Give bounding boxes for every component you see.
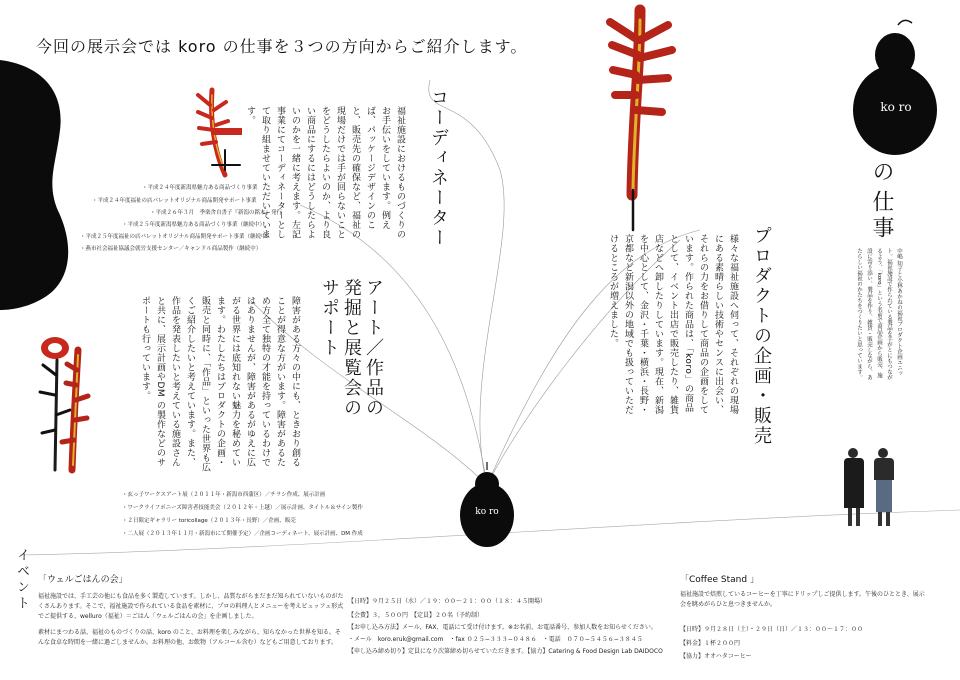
- art-project-item: ・２日限定ギャラリー toricollage（２０１３年・長野）／企画、販売: [122, 518, 296, 524]
- person-figure: [848, 448, 858, 458]
- art-project-item: ・二人展（２０１３年１１月・新潟市にて開催予定）／企画コーディネート、展示計画、DM 作成: [122, 531, 363, 537]
- brand-title-no: の: [869, 160, 894, 182]
- person-figure: [878, 448, 888, 458]
- event-left-body1: 福祉施設では、手工芸の他にも食品を多く製造しています。しかし、品質ながらまだまだ知られていないものがたくさんあります。そこで、福祉施設で作られている食品を素材に、プロの料理人とメニューを考えビュッフェ形式でご提供する、welluro（福祉）＝ごはん「ウェルごはんの会」を企画しました。: [38, 593, 344, 620]
- event-right-title: 「Coffee Stand 」: [680, 575, 759, 585]
- coordinator-heading: コーディネーター: [428, 88, 449, 248]
- event-left-body2: 素材にまつわる話、福祉のものづくりの話、koro のこと、お料理を楽しみながら、知らなかった世界を知る。そんな食卓な時間を一緒に過ごしませんか。お料理の他、お飲物（アルコール含む）などもご用意しております。: [38, 629, 341, 646]
- product-heading: プロダクトの企画・販売: [751, 226, 772, 446]
- coordinator-project-item: ・平成２５年度福祉の店パレットオリジナル商品開発サポート事業（継続中）: [80, 234, 273, 240]
- event-left-info-item: 【日時】９月２５日（水）／１９：００〜２１：００（１８：４５開場）: [348, 598, 547, 605]
- art-body: 障害がある方々の中にも、ときおり創ることが得意な方がいます。障害があるため方全て独特の才能を持っているわけではありませんが、障害があるがゆえに広がる世界には底知れない魅力を秘めています。わたしたちはプロダクトの企画・販売と同時に、「作品」といった世界も広くご紹介したいと考えています。また、作品を発表したいと考えている施設さんと共に、展示計画やDM の製作などのサポートも行っています。: [140, 296, 300, 472]
- art-heading: アート／作品の発掘と展覧会のサポート: [319, 278, 384, 418]
- about-body: 中嶋 知子と小林あかねの福祉プロダクト企画ユニット。福祉施設で作られている製品を手がとにもつながるよう、「koro」という名前で商品企画から販売、施設に寄り添い、製品を作り、雑貨・販売しながら、あたらしい福祉のかたちをつくりたいと思っています。: [856, 248, 902, 380]
- intro-heading: 今回の展示会では koro の仕事を３つの方向からご紹介します。: [36, 37, 528, 56]
- event-left-info-item: ・メール koro.eruk@gmail.com ・fax ０２５−３３３−０４８６ ・電話 ０７０−５４５６−３８４５: [348, 636, 643, 643]
- coordinator-body: 福祉施設におけるものづくりのお手伝いをしています。例えば、パッケージデザインのこと、販売先の確保など、福祉の現場だけでは手が回らないことをどうしたらよいのか、より良い商品にするにはどうしたらよいのかを一緒に考えます。左記事業にてコーディネーターとして取り組ませていただいています。: [245, 106, 405, 239]
- coordinator-project-item: ・燕市社会福祉協議会就労支援センター／キャンドル商品製作（継続中）: [80, 246, 262, 252]
- art-project-item: ・ワークライフポニーズ障害者技能美会（２０１２年・上越）／展示計画、タイトル＆サイン製作: [122, 505, 363, 511]
- red-plant-illustration: [198, 90, 242, 175]
- brand-logo-text: ko ro: [880, 100, 912, 114]
- center-gourd-logo: [460, 462, 514, 547]
- center-logo-text: ko ro: [475, 507, 499, 517]
- event-left-info-item: 【お申し込み方法】メール、FAX、電話にて受け付けます。※お名前、お電話番号、参加人数をお知らせください。: [348, 624, 657, 631]
- event-label: イベント: [14, 548, 29, 612]
- person-figure: [844, 458, 864, 508]
- coordinator-project-item: ・平成２４年度新潟県魅力ある商品づくり事業: [142, 185, 258, 191]
- event-left-info-item: 【申し込み締め切り】定員になり次第締め切らせていただきます。【協力】Catering & Food Design Lab DAIDOCO: [348, 648, 663, 655]
- art-project-item: ・玄っ子ワークスアート展（２０１１年・新潟市西蒲区）／チラシ作成、展示計画: [122, 492, 326, 498]
- team-photo: [844, 448, 920, 528]
- event-left-info-item: 【会費】３，５００円 【定員】２０名（予約制）: [348, 612, 484, 619]
- event-left-title: 「ウェルごはんの会」: [38, 575, 128, 585]
- product-body: 様々な福祉施設へ伺って、それぞれの現場にある素晴らしい技術やセンスに出会い、それらの力をお借りして商品の企画をしています。作られた商品は、「koro」の商品として、イベント出店で販売したり、雑貨店などへ卸したりしています。現在、新潟を中心として、金沢・千葉・横浜・長野・京都など新潟以外の地域でも扱っていただけるところが増えました。: [608, 234, 738, 415]
- tall-red-plant-illustration: [610, 10, 672, 230]
- event-right-info-item: 【料金】１杯２００円: [680, 640, 741, 647]
- event-right-info-item: 【日時】９月２８日（土）・２９日（日）／１３：００〜１７：００: [680, 626, 864, 633]
- brand-gourd-logo: [853, 20, 937, 155]
- left-black-gourd-shape: [0, 60, 68, 310]
- flower-illustration: [40, 337, 70, 470]
- coordinator-project-item: ・平成２６年３月 季楽舎自書子『新潟の銘木』発行: [150, 210, 283, 216]
- event-right-body: 福祉施設で焙煎しているコーヒーを丁寧にドリップしご提供します。午後のひととき、展示会を眺めがらひと息つきませんか。: [680, 591, 925, 608]
- brand-title-shigoto: 仕事: [869, 190, 894, 242]
- coordinator-project-item: ・平成２４年度福祉の店パレットオリジナル商品開発サポート事業: [92, 198, 257, 204]
- event-right-info-item: 【協力】オオハタコーヒー: [680, 653, 752, 660]
- coordinator-project-item: ・平成２５年度新潟県魅力ある商品づくり事業（継続中）: [122, 222, 266, 228]
